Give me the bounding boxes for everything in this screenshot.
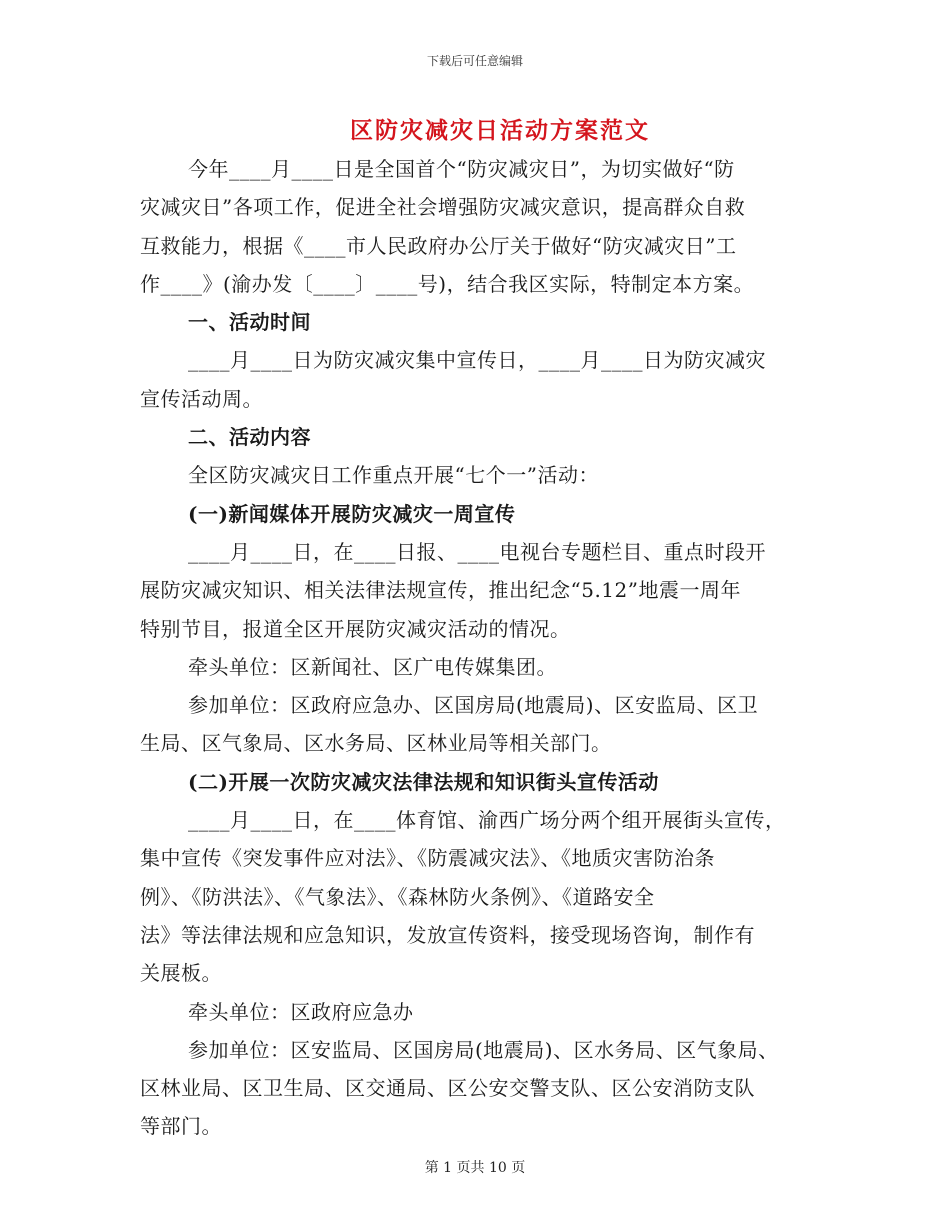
paragraph-line: 全区防灾减灾日工作重点开展“七个一”活动： [188,463,599,488]
page-footer: 第 1 页共 10 页 [424,1160,526,1176]
paragraph-line: 特别节目，报道全区开展防灾减灾活动的情况。 [140,616,571,641]
document-body [140,150,805,1146]
paragraph-line: 生局、区气象局、区水务局、区林业局等相关部门。 [140,731,612,756]
document-title: 区防灾减灾日活动方案范文 [350,117,650,144]
paragraph-line: 展防灾减灾知识、相关法律法规宣传，推出纪念“5.12”地震一周年 [140,578,741,603]
section-heading: (二)开展一次防灾减灾法律法规和知识街头宣传活动 [188,769,659,794]
paragraph-line: 互救能力，根据《____市人民政府办公厅关于做好“防灾减灾日”工 [140,233,737,258]
section-heading: 二、活动内容 [188,425,311,450]
paragraph-line: 参加单位：区安监局、区国房局(地震局)、区水务局、区气象局、 [188,1037,779,1062]
paragraph-line: ____月____日，在____体育馆、渝西广场分两个组开展街头宣传， [188,808,786,833]
paragraph-line: 作____》(渝办发〔____〕____号)，结合我区实际，特制定本方案。 [140,271,755,296]
paragraph-line: 灾减灾日”各项工作，促进全社会增强防灾减灾意识，提高群众自救 [140,195,746,220]
header-note: 下载后可任意编辑 [426,54,523,68]
paragraph-line: 集中宣传《突发事件应对法》、《防震减灾法》、《地质灾害防治条 [140,846,715,871]
paragraph-line: 关展板。 [140,961,222,986]
section-heading: 一、活动时间 [188,310,311,335]
paragraph-line: 例》、《防洪法》、《气象法》、《森林防火条例》、《道路安全 [140,884,655,909]
paragraph-line: 等部门。 [140,1114,222,1139]
paragraph-line: 牵头单位：区新闻社、区广电传媒集团。 [188,654,557,679]
paragraph-line: 法》等法律法规和应急知识，发放宣传资料，接受现场咨询，制作有 [140,922,755,947]
paragraph-line: ____月____日，在____日报、____电视台专题栏目、重点时段开 [188,539,766,564]
paragraph-line: 今年____月____日是全国首个“防灾减灾日”，为切实做好“防 [188,157,735,181]
paragraph-line: 牵头单位：区政府应急办 [188,999,414,1024]
paragraph-line: 区林业局、区卫生局、区交通局、区公安交警支队、区公安消防支队 [140,1076,755,1101]
paragraph-line: 参加单位：区政府应急办、区国房局(地震局)、区安监局、区卫 [188,693,759,718]
section-heading: (一)新闻媒体开展防灾减灾一周宣传 [188,501,516,526]
paragraph-line: ____月____日为防灾减灾集中宣传日，____月____日为防灾减灾 [188,348,766,373]
paragraph-line: 宣传活动周。 [140,386,263,411]
